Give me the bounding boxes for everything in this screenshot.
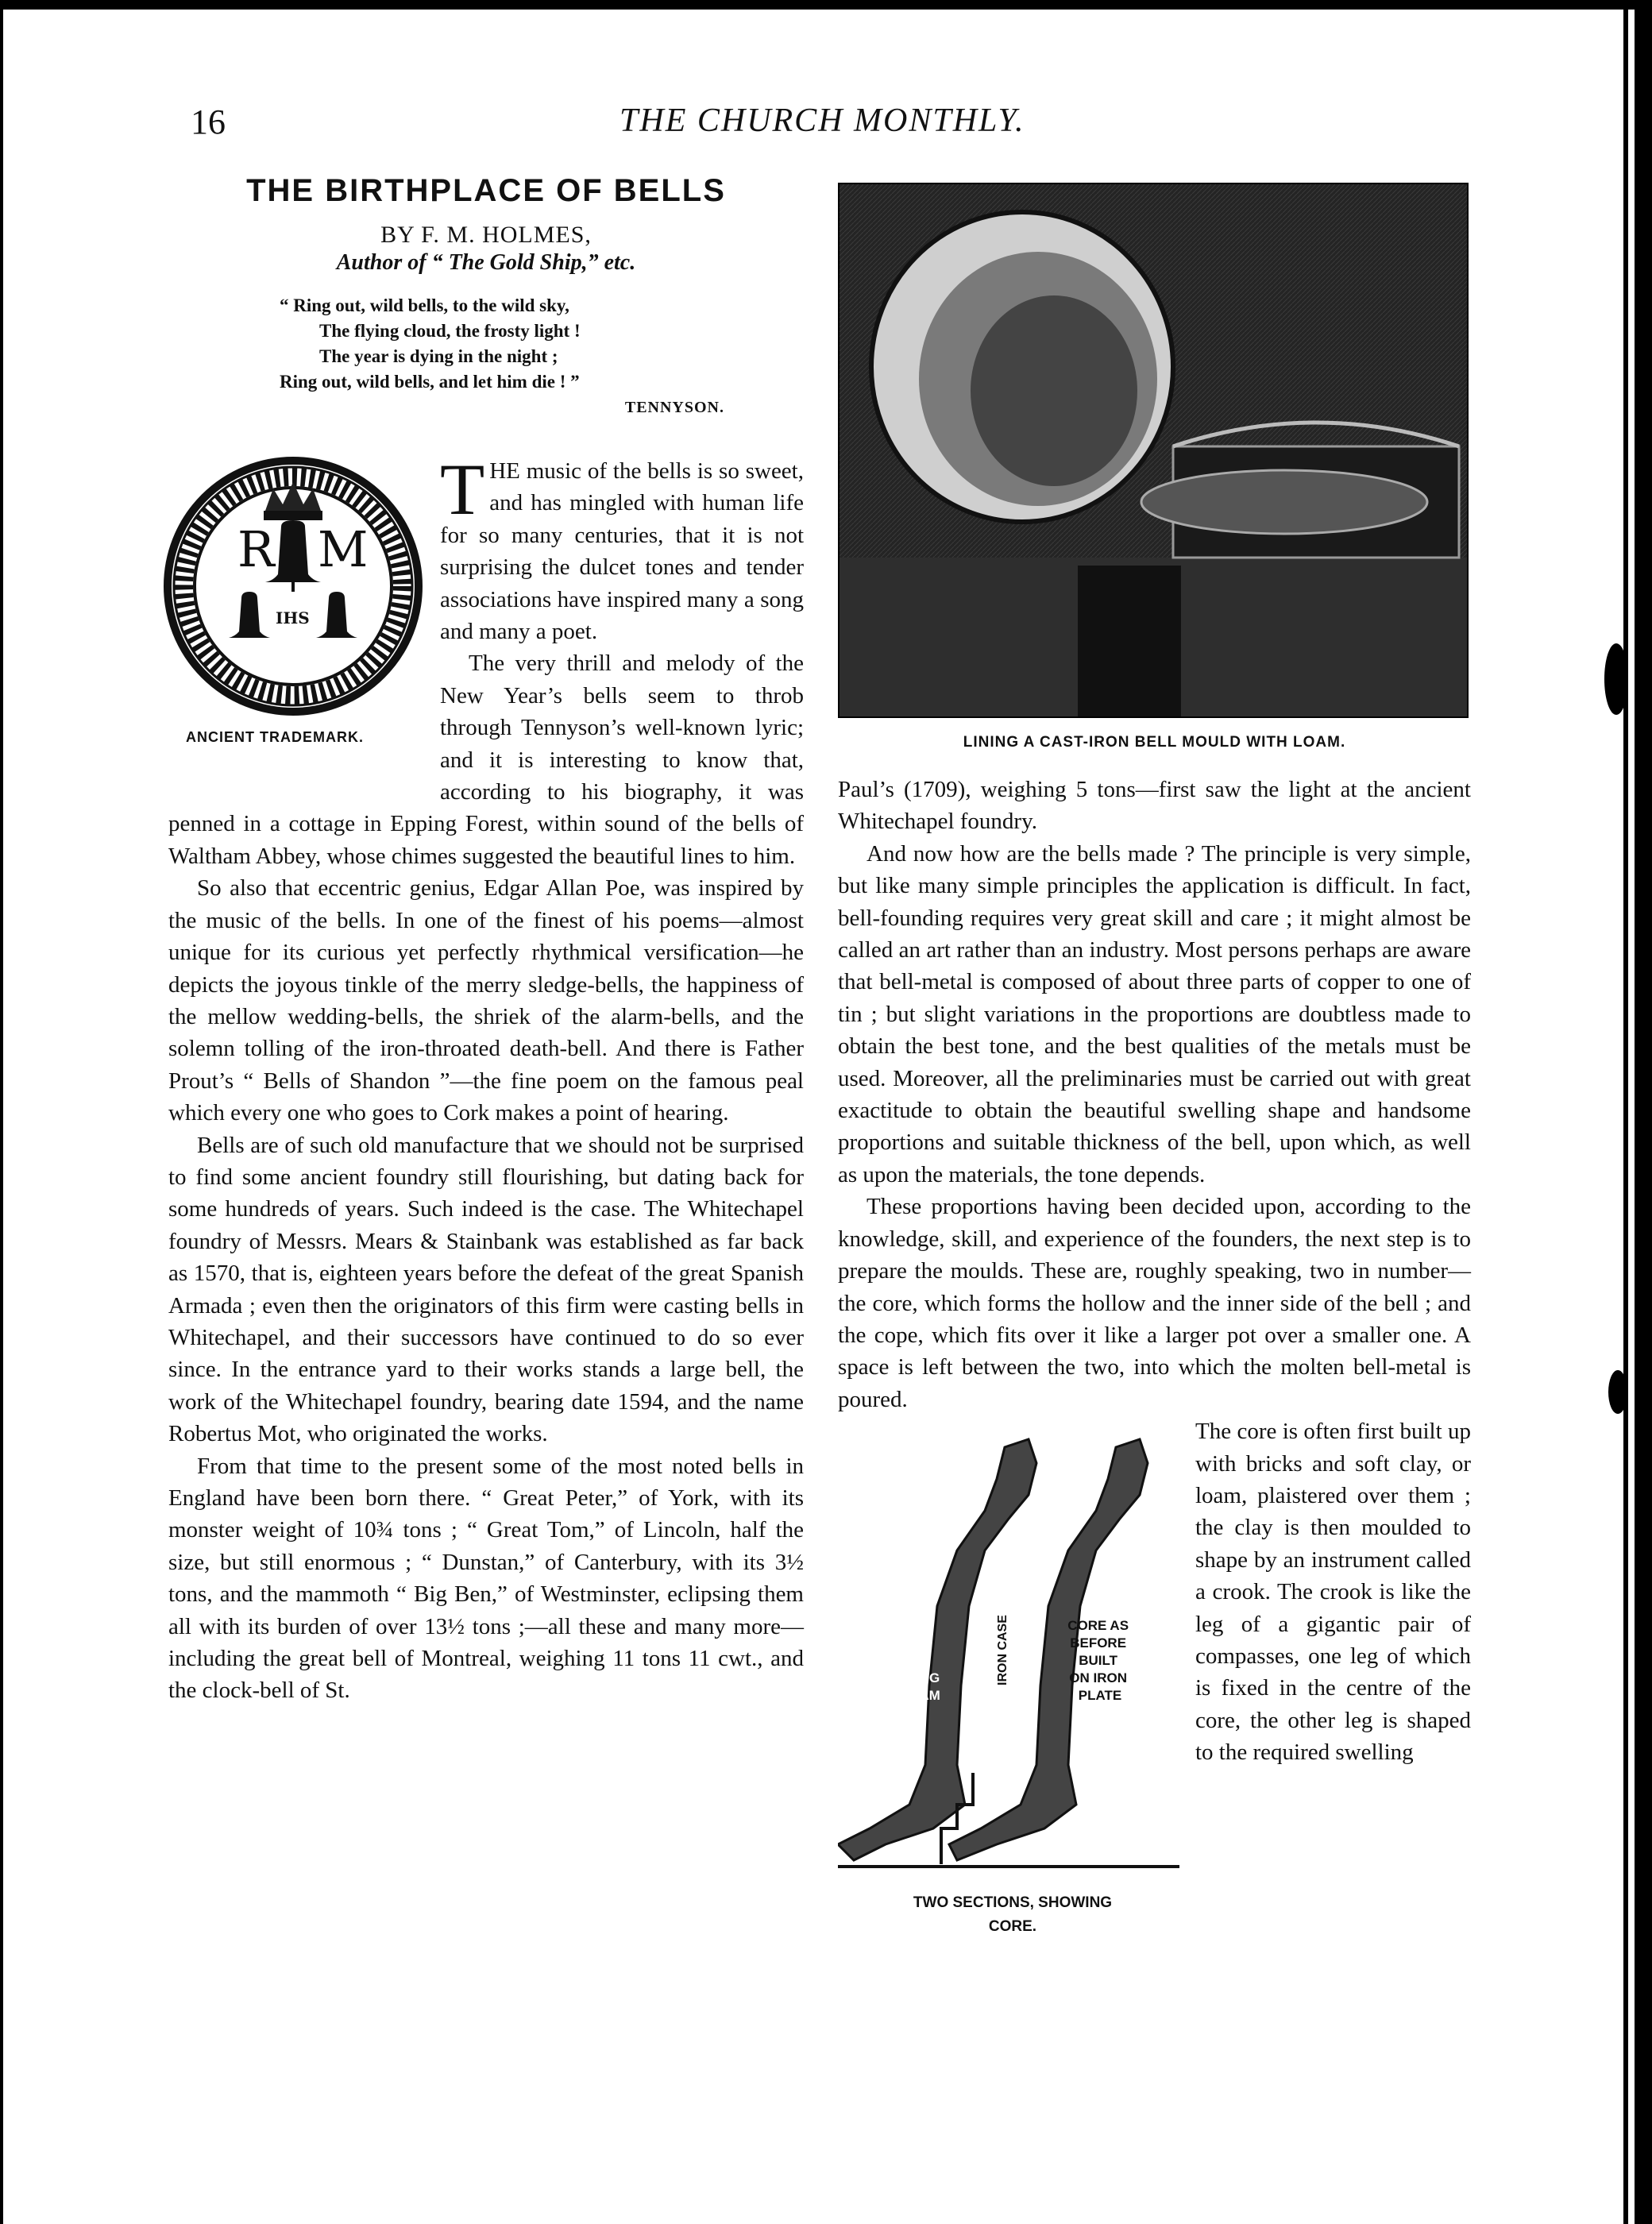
trademark-monogram: IHS bbox=[276, 608, 310, 627]
diagram-label-middle: IRON CASE bbox=[996, 1615, 1009, 1686]
bell-mould-photo bbox=[838, 183, 1469, 718]
core-sections-diagram bbox=[838, 1431, 1179, 1876]
paragraph: So also that eccentric genius, Edgar Allan Poe, was inspired by the music of the bells. In one of the finest of his poems—almost unique for its curious yet perfectly rhythmical versification—he depicts the joyous tinkle of the merry sledge-bells, the happiness of the mellow wedding-bells, the shriek of the alarm-bells, and the solemn tolling of the iron-throated death-bell. And there is Father Prout’s “ Bells of Shandon ”—the fine poem on the famous peal which every one who goes to Cork makes a point of hearing. bbox=[168, 875, 804, 1126]
byline: BY F. M. HOLMES, bbox=[380, 222, 592, 248]
diagram-caption bbox=[838, 1891, 1187, 1939]
photo-caption: LINING A CAST-IRON BELL MOULD WITH LOAM. bbox=[963, 734, 1346, 751]
diagram-label-line: BEFORE bbox=[1070, 1635, 1127, 1651]
trademark-letter-m: M bbox=[318, 520, 369, 578]
diagram-caption-line: CORE. bbox=[988, 1918, 1037, 1936]
diagram-label-line: COATING bbox=[878, 1670, 940, 1686]
trademark-figure bbox=[162, 455, 432, 797]
diagram-caption-line: TWO SECTIONS, SHOWING bbox=[913, 1894, 1113, 1912]
diagram-label-right bbox=[1067, 1618, 1133, 1703]
paragraph: The very thrill and melody of the New Year’s bells seem to throb through Tennyson’s well-known lyric; and it is interesting to know that, according to his biography, it was penned in a cottage in Epping Forest, within sound of the bells of Waltham Abbey, whose chimes suggested the beautiful lines to him. bbox=[168, 651, 804, 869]
paragraph: The core is often first built up with bricks and soft clay, or loam, plaistered over them ; the clay is then moulded to shape by an instrument called a crook. The crook is like the leg of a gigantic pair of compasses, one leg of which is fixed in the centre of the core, the other leg is shaped to the required swelling bbox=[1195, 1419, 1471, 1766]
diagram-label-line: ON IRON bbox=[1069, 1670, 1127, 1686]
core-sections-figure bbox=[838, 1431, 1187, 1940]
scan-border-left bbox=[0, 0, 3, 2224]
diagram-label-line: CORE bbox=[890, 1635, 929, 1651]
scan-border-top bbox=[0, 0, 1652, 10]
journal-title: THE CHURCH MONTHLY. bbox=[620, 102, 1025, 139]
diagram-label-line: OF LOAM bbox=[878, 1688, 940, 1704]
diagram-label-line: ON bbox=[901, 1705, 921, 1721]
epigraph-line: “ Ring out, wild bells, to the wild sky, bbox=[280, 295, 569, 315]
diagram-label-line: PLATE bbox=[1078, 1688, 1122, 1704]
diagram-label-line: CORE AS bbox=[1067, 1618, 1129, 1634]
epigraph-attribution: TENNYSON. bbox=[624, 399, 724, 416]
article-title: THE BIRTHPLACE OF BELLS bbox=[246, 173, 726, 208]
trademark-letter-r: R bbox=[237, 520, 275, 578]
epigraph-line: Ring out, wild bells, and let him die ! ” bbox=[280, 372, 580, 392]
epigraph-line: The year is dying in the night ; bbox=[319, 346, 558, 366]
page-number: 16 bbox=[191, 102, 226, 141]
paragraph: And now how are the bells made ? The principle is very simple, but like many simple principles the application is difficult. In fact, bell-founding requires very great skill and care ; it might almost be called an art rather than an industry. Most persons perhaps are aware that bell-metal is composed of about three parts of copper to one of tin ; but slight variations in the proportions are doubtless made to obtain the best tone, and the best qualities of the metals must be used. Moreover, all the preliminaries must be carried out with great exactitude to obtain the beautiful swelling shape and handsome proportions and suitable thickness of the bell, upon which, as well as upon the materials, the tone depends. bbox=[838, 840, 1471, 1187]
scan-border-right bbox=[1635, 0, 1652, 2224]
diagram-label-line: BUILT bbox=[1079, 1653, 1118, 1669]
paragraph: Paul’s (1709), weighing 5 tons—first saw the light at the ancient Whitechapel foundry. bbox=[838, 777, 1471, 835]
scan-blot bbox=[1608, 1370, 1627, 1414]
scan-blot bbox=[1604, 643, 1628, 715]
running-head bbox=[191, 102, 1477, 149]
author-note: Author of “ The Gold Ship,” etc. bbox=[336, 250, 636, 275]
right-column bbox=[838, 183, 1471, 1940]
diagram-label-line: BRICK bbox=[887, 1618, 931, 1634]
drop-cap: T bbox=[440, 449, 485, 530]
trademark-emblem bbox=[162, 455, 424, 717]
scan-border-right-inner bbox=[1623, 0, 1628, 2224]
paragraph: From that time to the present some of the most noted bells in England have been born there. “ Great Peter,” of York, with its monster weight of 10¾ tons ; “ Great Tom,” of Lincoln, half the size, but still enormous ; “ Dunstan,” of Canterbury, with its 3½ tons, and the mammoth “ Big Ben,” of Westminster, eclipsing them all with its burden of over 13½ tons ;—all these and many more—including the great bell of Montreal, weighing 11 tons 11 cwt., and the clock-bell of St. bbox=[168, 1453, 804, 1704]
paragraph: These proportions having been decided upon, according to the knowledge, skill, and experience of the founders, the next step is to prepare the moulds. These are, roughly speaking, two in number—the core, which forms the hollow and the inner side of the bell ; and the cope, which fits over it like a larger pot over a smaller one. A space is left between the two, into which the molten bell-metal is poured. bbox=[838, 1194, 1471, 1412]
paragraph: HE music of the bells is so sweet, and has mingled with human life for so many centuries, that it is not surprising the dulcet tones and tender associations have inspired many a song and many a poet. bbox=[440, 458, 804, 645]
bell-mould-illustration bbox=[840, 184, 1467, 716]
left-column bbox=[168, 167, 804, 1707]
trademark-caption: ANCIENT TRADEMARK. bbox=[186, 729, 364, 745]
epigraph-line: The flying cloud, the frosty light ! bbox=[319, 321, 581, 341]
diagram-label-line: WITH bbox=[891, 1653, 927, 1669]
paragraph: Bells are of such old manufacture that we should not be surprised to find some ancient foundry still flourishing, but dating back for some hundreds of years. Such indeed is the case. The Whitechapel foundry of Messrs. Mears & Stainbank was established as far back as 1570, that is, eighteen years before the defeat of the great Spanish Armada ; even then the originators of this firm were casting bells in Whitechapel, and their successors have continued to do so ever since. In the entrance yard to their works stands a large bell, the work of the Whitechapel foundry, bearing date 1594, and the name Robertus Mot, who originated the works. bbox=[168, 1132, 804, 1447]
epigraph bbox=[280, 293, 804, 420]
